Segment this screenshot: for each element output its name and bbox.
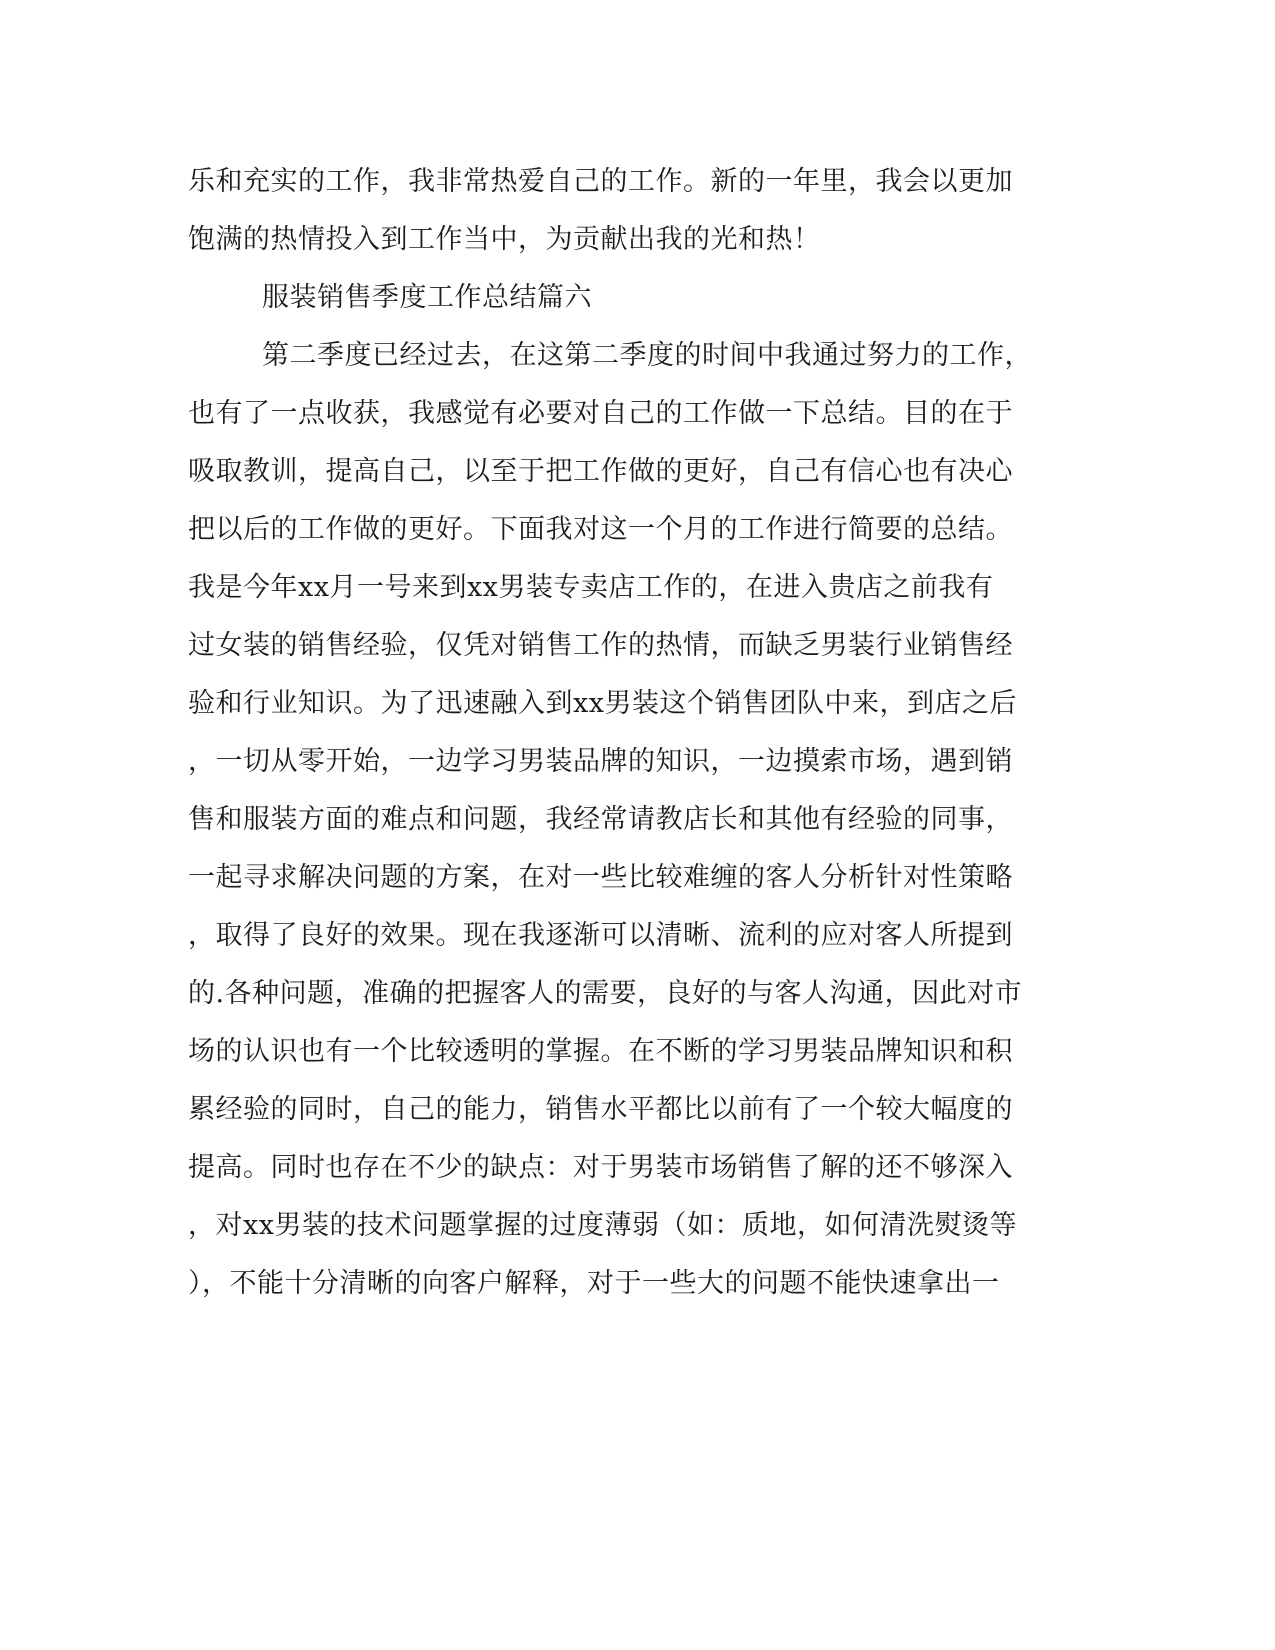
paragraph-line: 把以后的工作做的更好。下面我对这一个月的工作进行简要的总结。 xyxy=(188,514,1013,545)
paragraph-line: 提高。同时也存在不少的缺点：对于男装市场销售了解的还不够深入 xyxy=(188,1152,1013,1183)
paragraph-line: 的.各种问题，准确的把握客人的需要，良好的与客人沟通，因此对市 xyxy=(188,978,1023,1009)
paragraph-line: 累经验的同时，自己的能力，销售水平都比以前有了一个较大幅度的 xyxy=(188,1094,1013,1125)
paragraph-line: ，取得了良好的效果。现在我逐渐可以清晰、流利的应对客人所提到 xyxy=(188,920,1013,951)
paragraph-line: ），不能十分清晰的向客户解释，对于一些大的问题不能快速拿出一 xyxy=(188,1268,1000,1299)
paragraph-line: 一起寻求解决问题的方案，在对一些比较难缠的客人分析针对性策略 xyxy=(188,862,1013,893)
paragraph-line: 售和服装方面的难点和问题，我经常请教店长和其他有经验的同事， xyxy=(188,804,1013,835)
paragraph-line: 场的认识也有一个比较透明的掌握。在不断的学习男装品牌知识和积 xyxy=(188,1036,1013,1067)
paragraph-line: 过女装的销售经验，仅凭对销售工作的热情，而缺乏男装行业销售经 xyxy=(188,630,1013,661)
paragraph-line: 第二季度已经过去，在这第二季度的时间中我通过努力的工作， xyxy=(262,340,1032,371)
paragraph-line: 也有了一点收获，我感觉有必要对自己的工作做一下总结。目的在于 xyxy=(188,398,1013,429)
section-heading: 服装销售季度工作总结篇六 xyxy=(262,282,592,313)
paragraph-line: 乐和充实的工作，我非常热爱自己的工作。新的一年里，我会以更加 xyxy=(188,166,1013,197)
paragraph-line: 验和行业知识。为了迅速融入到xx男装这个销售团队中来，到店之后 xyxy=(188,688,1017,719)
paragraph-line: 我是今年xx月一号来到xx男装专卖店工作的，在进入贵店之前我有 xyxy=(188,572,994,603)
paragraph-line: ，一切从零开始，一边学习男装品牌的知识，一边摸索市场，遇到销 xyxy=(188,746,1013,777)
paragraph-line: ，对xx男装的技术问题掌握的过度薄弱（如：质地，如何清洗熨烫等 xyxy=(188,1210,1017,1241)
paragraph-line: 饱满的热情投入到工作当中，为贡献出我的光和热！ xyxy=(188,224,821,255)
paragraph-line: 吸取教训，提高自己，以至于把工作做的更好，自己有信心也有决心 xyxy=(188,456,1013,487)
